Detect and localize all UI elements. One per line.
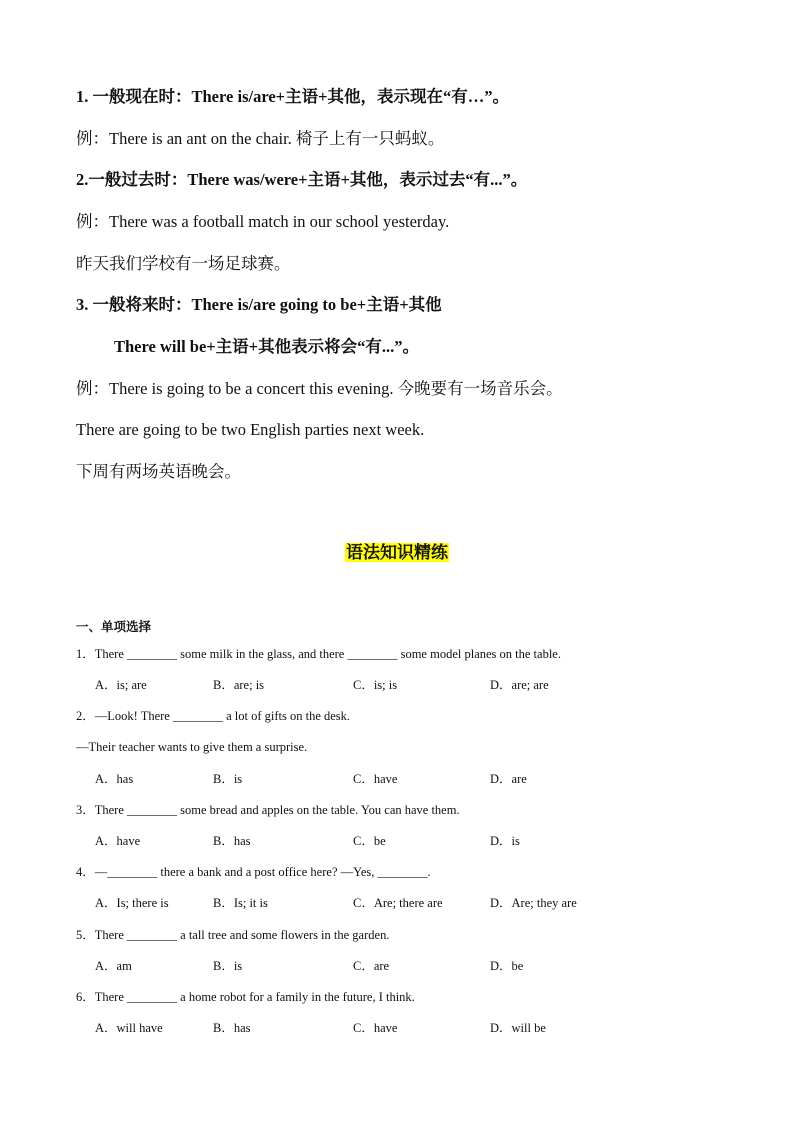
question-6-option-b: B．has — [213, 1021, 251, 1035]
question-1-option-b: B．are; is — [213, 678, 265, 692]
question-4-stem: 4．—________ there a bank and a post office here? —Yes, ________. — [76, 865, 431, 879]
rule-3-translation: 下周有两场英语晚会。 — [76, 462, 241, 481]
question-2-option-c: C．have — [353, 772, 398, 786]
question-4-option-a: A．Is; there is — [95, 896, 169, 910]
question-5-option-d: D．be — [490, 959, 524, 973]
question-2-stem-2: —Their teacher wants to give them a surprise. — [76, 740, 308, 754]
question-4-option-c: C．Are; there are — [353, 896, 443, 910]
rule-3-example-2: There are going to be two English parties next week. — [76, 420, 425, 439]
question-5-option-c: C．are — [353, 959, 390, 973]
rule-2-heading: 2.一般过去时：There was/were+主语+其他，表示过去“有...”。 — [76, 170, 528, 189]
section-title-text: 语法知识精练 — [346, 543, 448, 562]
section-title — [0, 541, 794, 565]
question-6-option-d: D．will be — [490, 1021, 546, 1035]
question-1-option-c: C．is; is — [353, 678, 398, 692]
question-5-option-a: A．am — [95, 959, 132, 973]
question-2-option-a: A．has — [95, 772, 134, 786]
question-6-option-a: A．will have — [95, 1021, 163, 1035]
question-3-option-c: C．be — [353, 834, 386, 848]
rule-2-example: 例：There was a football match in our school yesterday. — [76, 212, 450, 231]
question-6-option-c: C．have — [353, 1021, 398, 1035]
question-2-option-d: D．are — [490, 772, 527, 786]
question-4-option-b: B．Is; it is — [213, 896, 268, 910]
question-3-option-b: B．has — [213, 834, 251, 848]
exercise-heading: 一、单项选择 — [76, 620, 152, 634]
question-2-stem: 2．—Look! There ________ a lot of gifts on the desk. — [76, 709, 351, 723]
rule-3-example: 例：There is going to be a concert this evening. 今晚要有一场音乐会。 — [76, 379, 563, 398]
question-3-option-a: A．have — [95, 834, 141, 848]
question-5-option-b: B．is — [213, 959, 243, 973]
rule-2-translation: 昨天我们学校有一场足球赛。 — [76, 254, 291, 273]
question-3-option-d: D．is — [490, 834, 520, 848]
rule-1-heading: 1. 一般现在时：There is/are+主语+其他，表示现在“有…”。 — [76, 87, 509, 106]
question-6-stem: 6．There ________ a home robot for a family in the future, I think. — [76, 990, 415, 1004]
question-5-stem: 5．There ________ a tall tree and some flowers in the garden. — [76, 928, 390, 942]
question-4-option-d: D．Are; they are — [490, 896, 577, 910]
rule-1-example: 例：There is an ant on the chair. 椅子上有一只蚂蚁。 — [76, 129, 445, 148]
question-3-stem: 3．There ________ some bread and apples on the table. You can have them. — [76, 803, 460, 817]
question-1-option-a: A．is; are — [95, 678, 147, 692]
question-1-stem: 1．There ________ some milk in the glass, and there ________ some model planes on the table. — [76, 647, 561, 661]
rule-3-heading-cont: There will be+主语+其他表示将会“有...”。 — [114, 337, 419, 356]
rule-3-heading: 3. 一般将来时：There is/are going to be+主语+其他 — [76, 295, 442, 314]
question-2-option-b: B．is — [213, 772, 243, 786]
question-1-option-d: D．are; are — [490, 678, 549, 692]
